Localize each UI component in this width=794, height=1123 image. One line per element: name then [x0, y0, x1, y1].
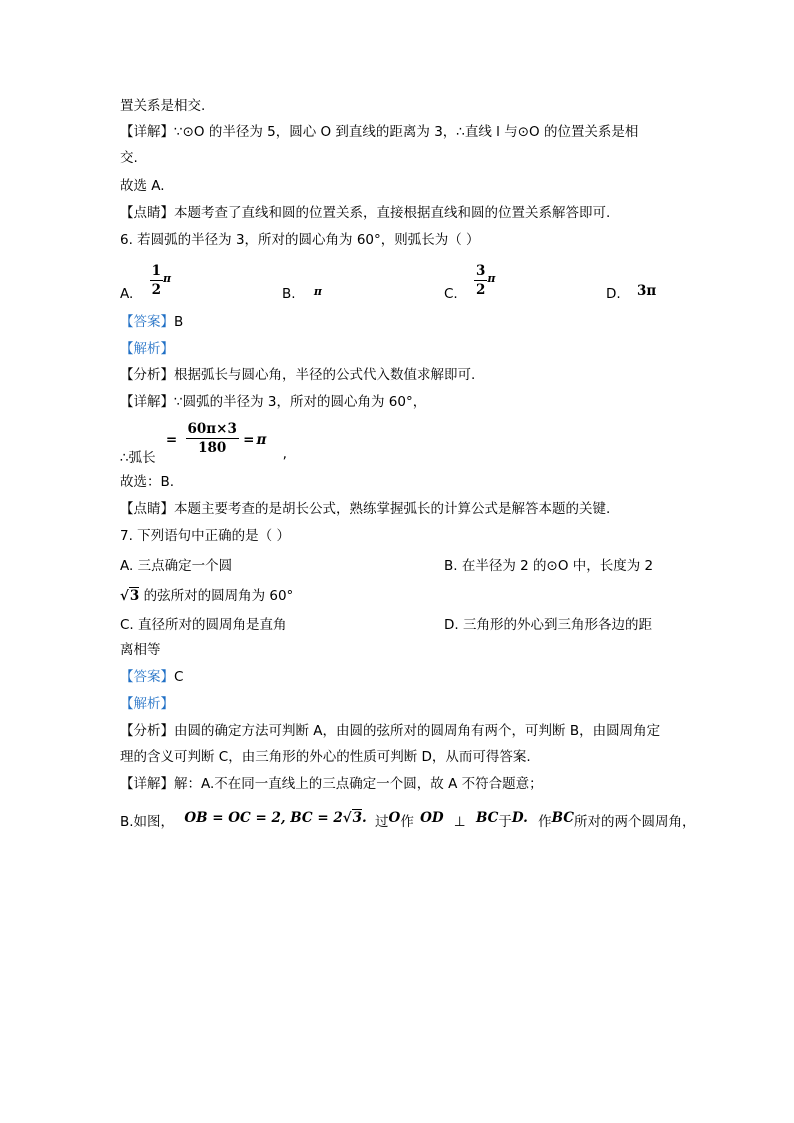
answer-tag: 【答案】C — [120, 669, 184, 685]
analysis-tag: 【解析】 — [120, 696, 174, 712]
q7-b-construction: B.如图， OB = OC = 2, BC = 2√3. 过O作 OD ⊥ BC于D. 作BC所对的两个圆周角， — [120, 810, 696, 830]
q7-option-d: D. 三角形的外心到三角形各边的距 — [444, 617, 652, 633]
answer-tag: 【答案】B — [120, 314, 184, 330]
text-line: 理的含义可判断 C，由三角形的外心的性质可判断 D，从而可得答案. — [120, 749, 531, 765]
q7-option-b-cont: √3 的弦所对的圆周角为 60° — [120, 588, 294, 604]
option-d: D. 3π — [606, 283, 657, 302]
text-line: 【详解】∵圆弧的半径为 3，所对的圆心角为 60°， — [120, 394, 427, 410]
analysis-tag: 【解析】 — [120, 341, 174, 357]
question-7: 7. 下列语句中正确的是（ ） — [120, 528, 290, 544]
text-line: 故选：B. — [120, 474, 175, 490]
text-line: 【点睛】本题主要考查的是胡长公式，熟练掌握弧长的计算公式是解答本题的关键. — [120, 501, 611, 517]
text-line: 离相等 — [120, 642, 161, 658]
text-line: 【详解】∵⊙O 的半径为 5，圆心 O 到直线的距离为 3，∴直线 l 与⊙O 的位置关系是相 — [120, 124, 639, 140]
text-line: 故选 A. — [120, 178, 165, 194]
question-6: 6. 若圆弧的半径为 3，所对的圆心角为 60°，则弧长为（ ） — [120, 232, 480, 248]
text-line: 置关系是相交. — [120, 98, 206, 114]
fraction-arc: $\frac{60\pi\times 3}{180}$ — [187, 421, 237, 456]
text-line: 【点睛】本题考查了直线和圆的位置关系，直接根据直线和圆的位置关系解答即可. — [120, 205, 611, 221]
fraction-three-halves: $\frac{3}{2}$ — [476, 263, 486, 298]
sqrt-3: √3 — [120, 588, 140, 604]
text-line: 【详解】解：A.不在同一直线上的三点确定一个圆，故 A 不符合题意； — [120, 776, 543, 792]
q7-option-a: A. 三点确定一个圆 — [120, 558, 233, 574]
option-a: A. $\frac{1}{2}$ π — [120, 263, 172, 302]
q7-option-c: C. 直径所对的圆周角是直角 — [120, 617, 287, 633]
q7-option-b: B. 在半径为 2 的⊙O 中，长度为 2 — [444, 558, 654, 574]
text-line: 【分析】根据弧长与圆心角，半径的公式代入数值求解即可. — [120, 367, 476, 383]
arc-length-formula: ∴弧长 = $\frac{60\pi\times 3}{180}$ = π , — [120, 421, 287, 466]
option-c: C. $\frac{3}{2}$ π — [444, 263, 496, 302]
option-b: B. $^\pi$ — [282, 285, 322, 302]
text-line: 【分析】由圆的确定方法可判断 A，由圆的弦所对的圆周角有两个，可判断 B，由圆周角定 — [120, 723, 661, 739]
fraction-one-half: $\frac{1}{2}$ — [151, 263, 161, 298]
text-line: 交. — [120, 150, 138, 166]
